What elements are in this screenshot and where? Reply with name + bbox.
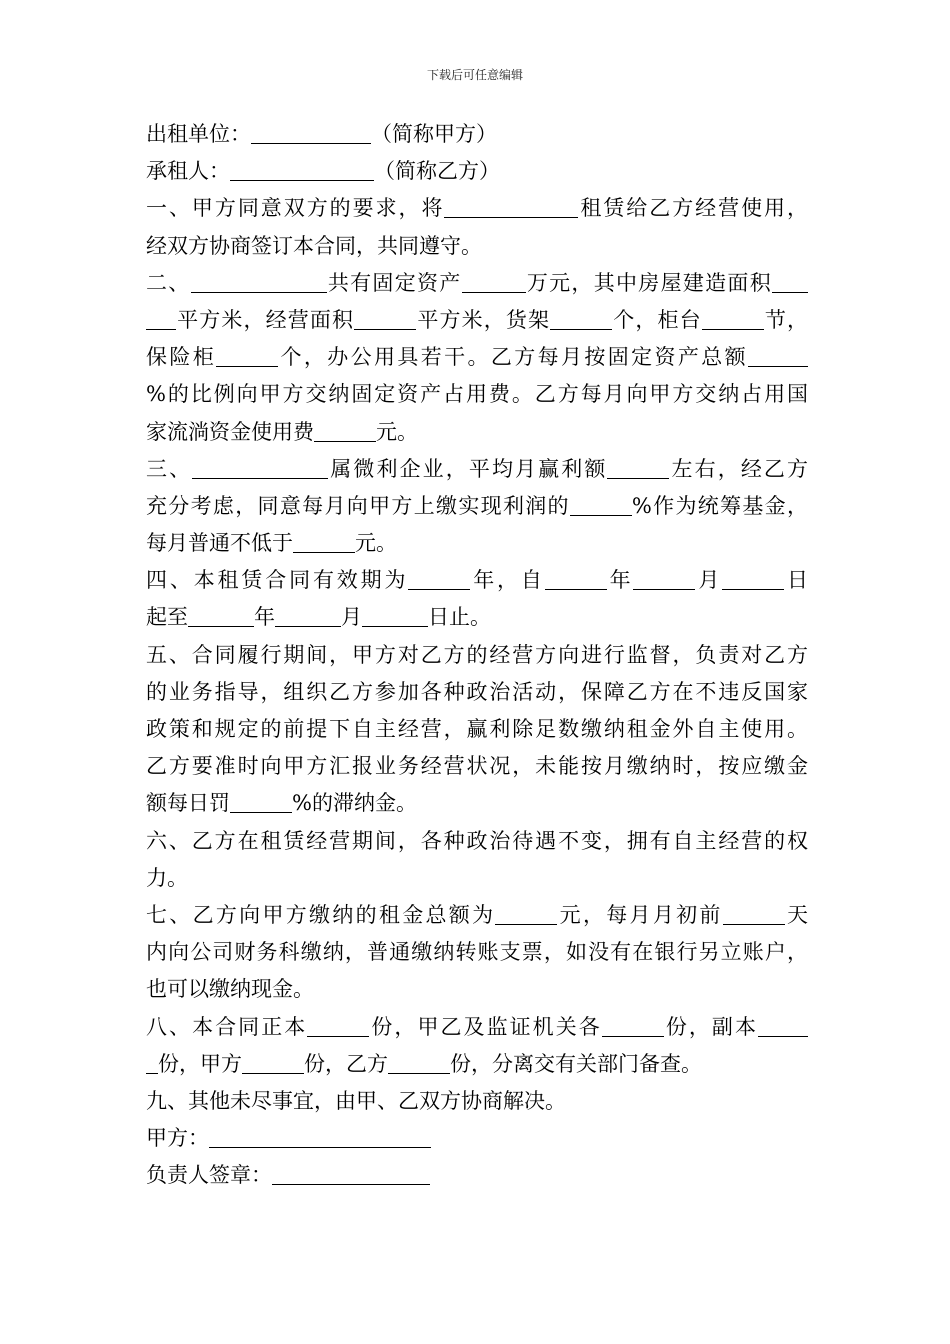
signature-responsible-person	[146, 1157, 808, 1194]
clause-5-line-1: 五、合同履行期间，甲方对乙方的经营方向进行监督，负责对乙方	[146, 642, 808, 667]
blank-start-day	[722, 570, 784, 590]
clause-4-line-2	[146, 599, 808, 636]
text-segment: 平方米，经营面积	[176, 307, 355, 332]
text-segment: 充分考虑，同意每月向甲方上缴实现利润的	[146, 493, 570, 518]
blank-penalty-percent	[230, 793, 292, 813]
clause-3-line-3	[146, 525, 808, 562]
blank-party-a-signature	[209, 1128, 431, 1148]
blank-profit-percent	[570, 496, 632, 516]
blank-business-area	[354, 310, 416, 330]
text-segment: 起至	[146, 605, 188, 630]
blank-end-month	[275, 607, 341, 627]
text-segment: 个，办公用具若干。乙方每月按固定资产总额	[278, 345, 748, 370]
blank-lease-object	[444, 198, 578, 218]
clause-6-line-1: 六、乙方在租赁经营期间，各种政治待遇不变，拥有自主经营的权	[146, 828, 808, 853]
text-segment: 负责人签章：	[146, 1163, 272, 1188]
blank-end-day	[362, 607, 428, 627]
blank-originals	[307, 1017, 369, 1037]
text-segment: 份，分离交有关部门备查。	[450, 1051, 702, 1076]
text-segment: 份，乙方	[304, 1051, 388, 1076]
text-segment: 一、甲方同意双方的要求，将	[146, 196, 445, 221]
text-segment: 额每日罚	[146, 791, 230, 816]
blank-duplicates	[758, 1017, 808, 1037]
blank-safes	[216, 347, 278, 367]
text-segment: 每月普通不低于	[146, 531, 293, 556]
blank-duplicates-cont	[146, 1054, 158, 1074]
blank-responsible-signature	[272, 1165, 430, 1185]
text-segment: 元，每月月初前	[557, 902, 723, 927]
clause-2-line-5	[146, 414, 808, 451]
text-segment: 出租单位：	[146, 122, 251, 146]
text-segment: 年	[254, 605, 275, 630]
text-segment: 万元，其中房屋建造面积	[525, 270, 773, 295]
clause-8-line-2	[146, 1046, 808, 1083]
clause-1-line-2: 经双方协商签订本合同，共同遵守。	[146, 233, 482, 258]
text-segment: 七、乙方向甲方缴纳的租金总额为	[146, 902, 496, 927]
blank-lessor	[251, 124, 371, 144]
text-segment: 三、	[146, 456, 193, 481]
blank-building-area-cont	[146, 310, 176, 330]
text-segment: 月	[695, 568, 723, 593]
text-segment: 年	[606, 568, 634, 593]
text-segment: %的滞纳金。	[292, 791, 417, 816]
text-segment: 份，甲方	[158, 1051, 242, 1076]
blank-party-a-copies	[242, 1054, 304, 1074]
text-segment: 保险柜	[146, 345, 217, 370]
text-segment: 家流淌资金使用费	[146, 419, 314, 444]
clause-9: 九、其他未尽事宜，由甲、乙双方协商解决。	[146, 1088, 566, 1113]
text-segment: 甲方：	[146, 1126, 209, 1151]
text-segment: 二、	[146, 270, 191, 295]
text-segment: 承租人：	[146, 159, 230, 184]
text-segment: 元。	[376, 419, 418, 444]
clause-2-line-4: %的比例向甲方交纳固定资产占用费。乙方每月向甲方交纳占用国	[146, 382, 808, 407]
text-segment: 日止。	[428, 605, 491, 630]
blank-party-b-copies	[388, 1054, 450, 1074]
text-segment: 元。	[355, 531, 397, 556]
clause-lessee	[146, 153, 808, 190]
blank-enterprise-2	[192, 459, 328, 479]
page-header-note: 下载后可任意编辑	[426, 68, 523, 82]
blank-term-years	[408, 570, 470, 590]
clause-5-line-4: 乙方要准时向甲方汇报业务经营状况，未能按月缴纳时，按应缴金	[146, 754, 808, 779]
blank-shelves	[550, 310, 612, 330]
text-segment: 年，自	[470, 568, 545, 593]
blank-end-year	[188, 607, 254, 627]
text-segment: 四、本租赁合同有效期为	[146, 568, 409, 593]
blank-lessee	[230, 161, 374, 181]
text-segment: 租赁给乙方经营使用，	[578, 196, 809, 221]
clause-7-line-3: 也可以缴纳现金。	[146, 977, 314, 1002]
signature-party-a	[146, 1120, 808, 1157]
contract-body	[146, 116, 808, 1194]
text-segment: 份，甲乙及监证机关各	[369, 1014, 602, 1039]
clause-2-line-3	[146, 339, 808, 376]
blank-asset-percent	[748, 347, 808, 367]
clause-1-line-1	[146, 190, 808, 227]
text-segment: 共有固定资产	[326, 270, 462, 295]
text-segment: 八、本合同正本	[146, 1014, 308, 1039]
clause-2-line-2	[146, 302, 808, 339]
text-segment: （简称乙方）	[374, 159, 500, 184]
text-segment: 份，副本	[663, 1014, 759, 1039]
blank-start-year	[545, 570, 607, 590]
text-segment: 平方米，货架	[416, 307, 551, 332]
clause-4-line-1	[146, 562, 808, 599]
text-segment: 个，柜台	[612, 307, 702, 332]
blank-fixed-assets	[462, 273, 526, 293]
blank-minimum	[293, 533, 355, 553]
text-segment: 节，	[763, 307, 809, 332]
text-segment: 日	[784, 568, 809, 593]
blank-each-copies	[602, 1017, 664, 1037]
blank-monthly-profit	[607, 459, 669, 479]
text-segment: %作为统筹基金，	[631, 493, 808, 518]
text-segment: 属微利企业，平均月赢利额	[328, 456, 608, 481]
text-segment: 月	[341, 605, 362, 630]
blank-rent-total	[495, 905, 557, 925]
clause-5-line-3: 政策和规定的前提下自主经营，赢利除足数缴纳租金外自主使用。	[146, 717, 808, 741]
clause-3-line-2	[146, 488, 808, 525]
clause-3-line-1	[146, 451, 808, 488]
text-segment: 左右，经乙方	[669, 456, 809, 481]
clause-5-line-5	[146, 785, 808, 822]
text-segment: 天	[784, 902, 809, 927]
clause-7-line-1	[146, 897, 808, 934]
clause-lessor	[146, 116, 808, 153]
clause-8-line-1	[146, 1009, 808, 1046]
text-segment: （简称甲方）	[371, 122, 497, 146]
blank-enterprise	[191, 273, 327, 293]
clause-6-line-2: 力。	[146, 865, 188, 890]
clause-7-line-2: 内向公司财务科缴纳，普通缴纳转账支票，如没有在银行另立账户，	[146, 940, 808, 965]
clause-5-line-2: 的业务指导，组织乙方参加各种政治活动，保障乙方在不违反国家	[146, 679, 808, 704]
blank-capital-fee	[314, 422, 376, 442]
blank-start-month	[633, 570, 695, 590]
blank-building-area	[772, 273, 808, 293]
blank-payment-days	[723, 905, 785, 925]
blank-counters	[702, 310, 764, 330]
clause-2-line-1	[146, 265, 808, 302]
